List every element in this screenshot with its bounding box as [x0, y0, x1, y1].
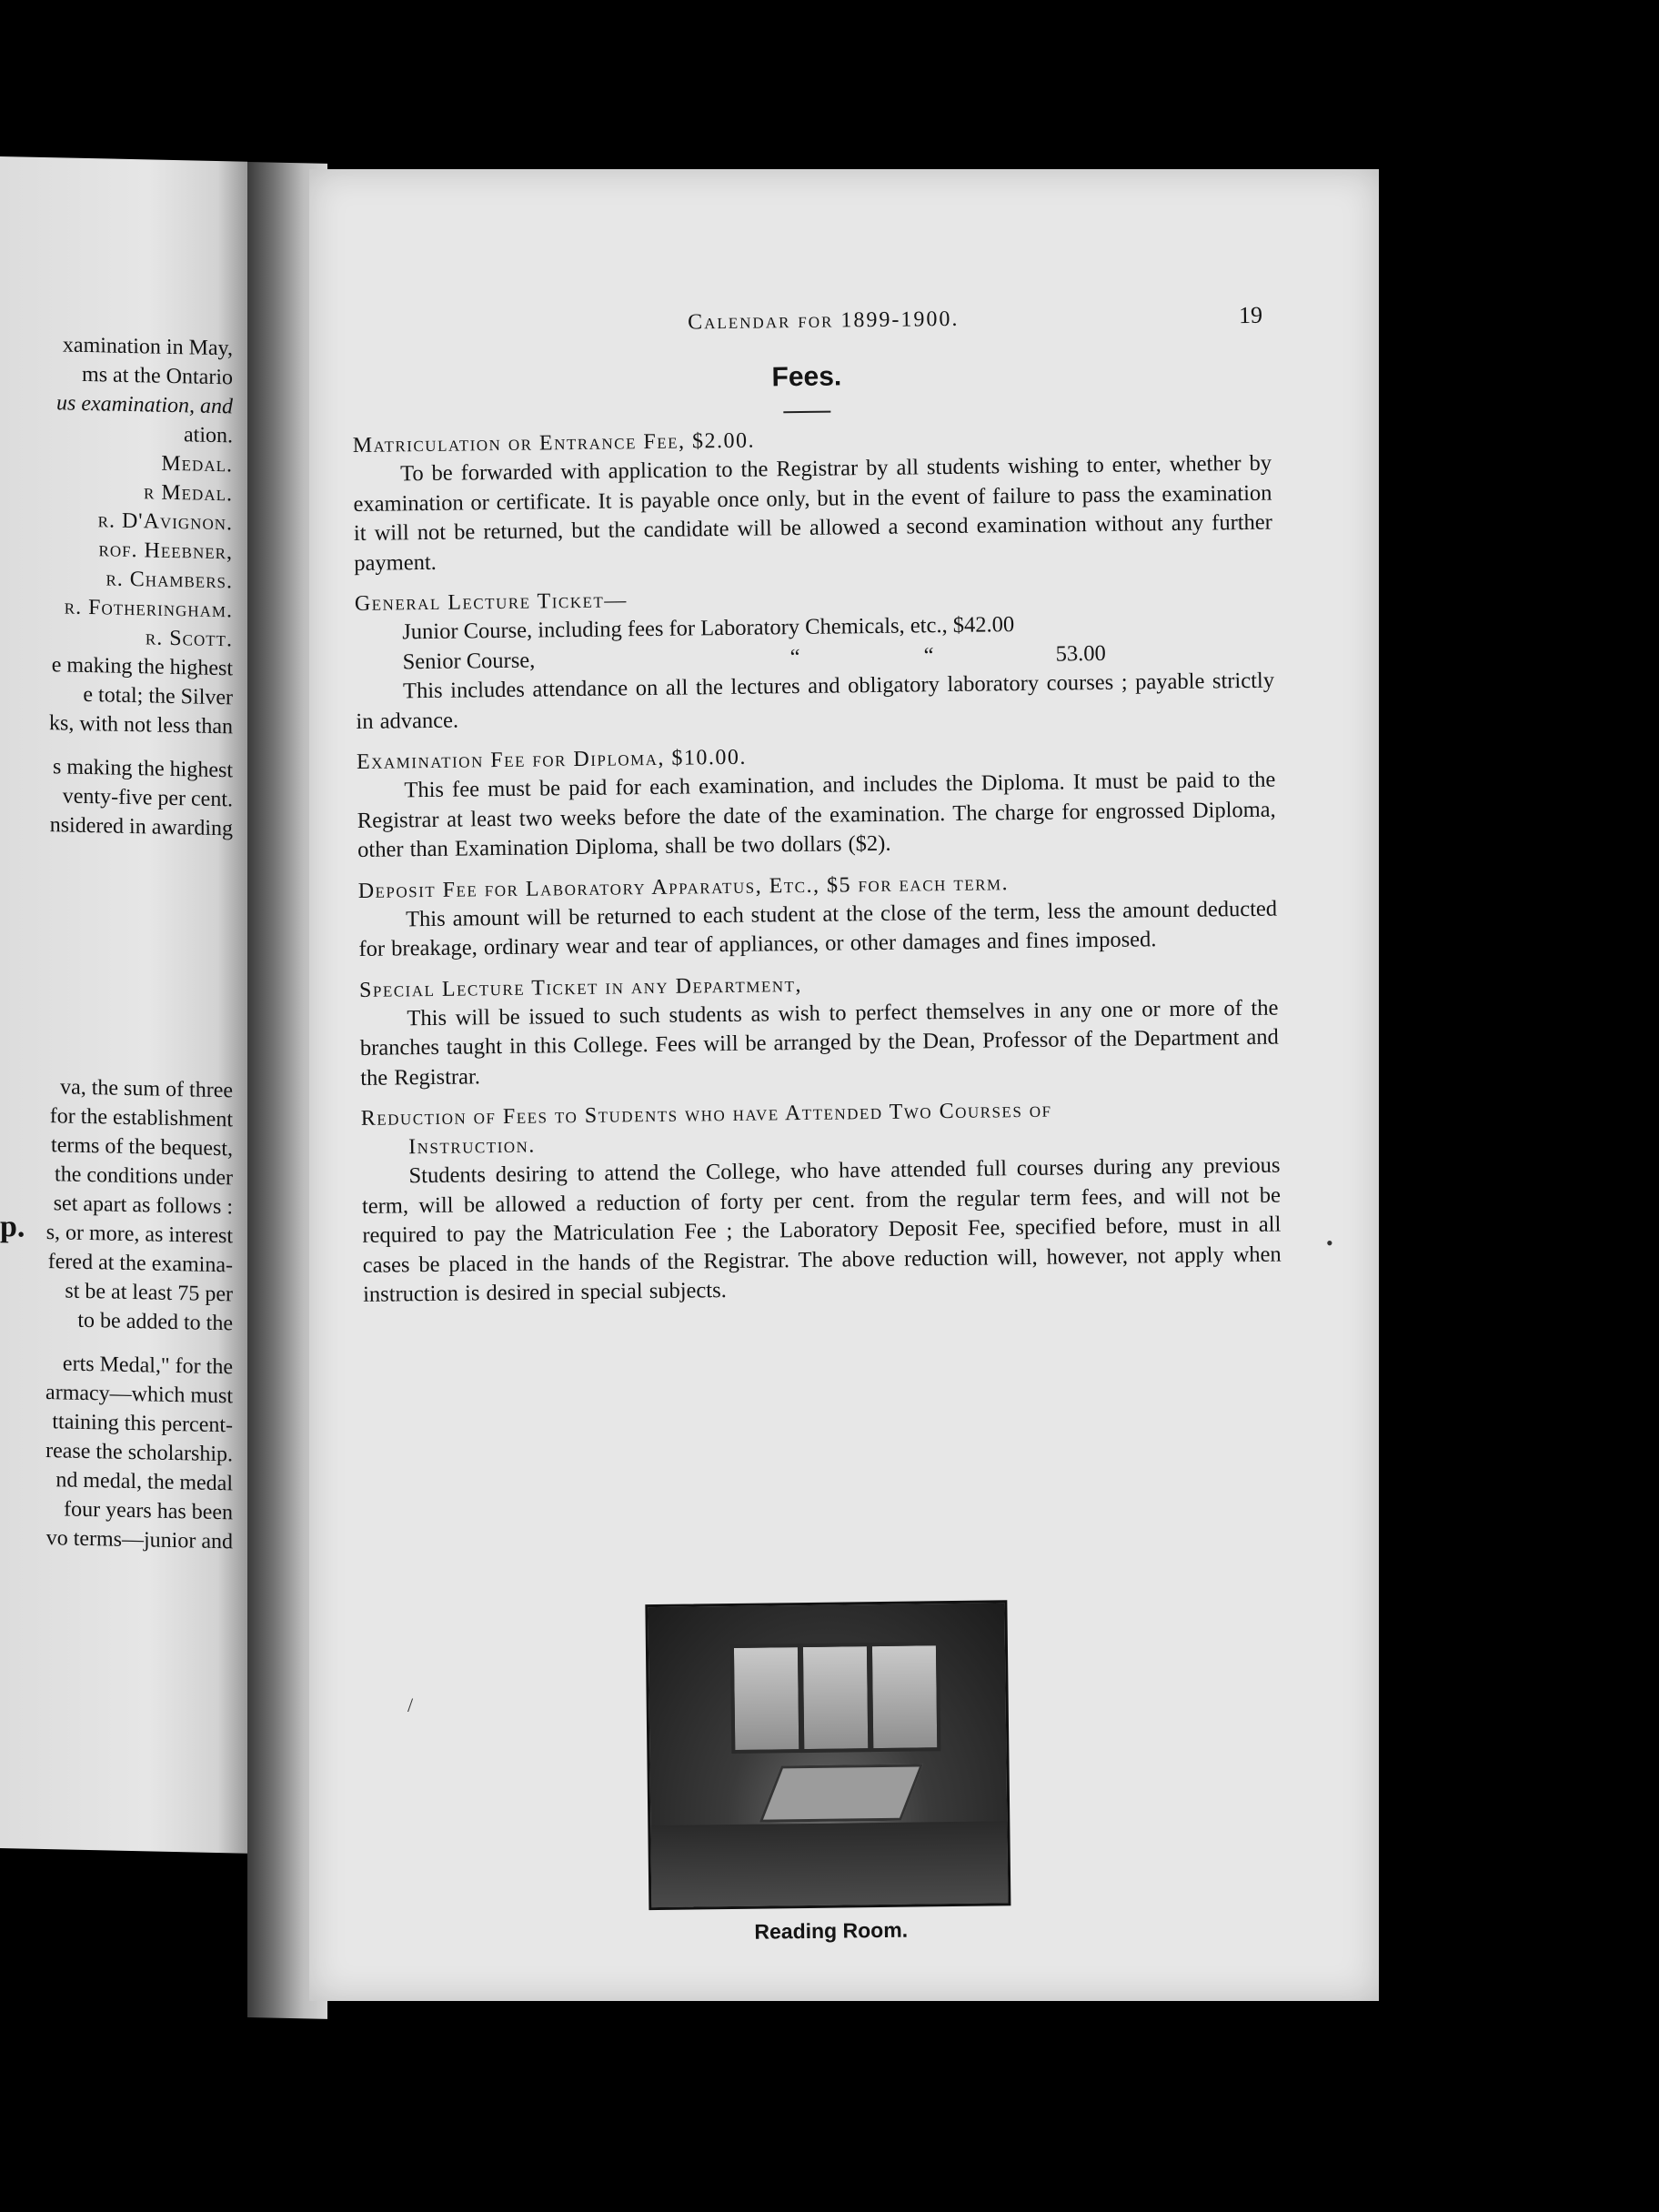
left-page-line: xamination in May, [62, 333, 233, 361]
left-page-line: s, or more, as interest [45, 1221, 233, 1249]
ditto-mark: “ [789, 644, 800, 669]
ditto-mark: “ [923, 642, 934, 668]
special-ticket-heading: Special Lecture Ticket in any Department, [358, 972, 803, 1002]
left-page-line: nsidered in awarding [49, 813, 233, 841]
general-ticket-section [355, 578, 1275, 737]
title-rule [783, 411, 830, 414]
reduction-heading-continued: Instruction. [408, 1133, 537, 1160]
photo-window [799, 1643, 871, 1753]
left-page-line: r. D'Avignon. [97, 508, 233, 536]
section-title: Fees. [771, 361, 842, 393]
reduction-text: Students desiring to attend the College, who have attended full courses during any previous term, will be allowed a reduction of forty per cent. from the regular term fees, and will not be required to pay the Matriculation Fee ; the Laboratory Deposit Fee, specified before, must in all cases be placed in the hands of the Registrar. The above reduction will, however, not apply when instruction is desired in special subjects. [361, 1152, 1282, 1307]
left-page-line: erts Medal," for the [62, 1352, 233, 1380]
left-page-line: r. Chambers. [106, 567, 233, 594]
general-ticket-note: This includes attendance on all the lectures and obligatory laboratory courses ; payable strictly in advance. [356, 668, 1275, 734]
left-page-line: va, the sum of three [60, 1075, 233, 1103]
left-page-line: for the establishment [49, 1104, 233, 1132]
left-page-line: vo terms—junior and [45, 1526, 233, 1554]
general-ticket-heading: General Lecture Ticket— [354, 588, 628, 616]
examination-fee-heading: Examination Fee for Diploma, $10.00. [356, 745, 748, 774]
left-page-line: terms of the bequest, [51, 1133, 233, 1161]
left-page-line: rease the scholarship. [45, 1439, 233, 1467]
reduction-heading: Reduction of Fees to Students who have Attended Two Courses of [360, 1098, 1052, 1131]
photo-window [869, 1642, 940, 1752]
left-page-line: r. Scott. [145, 626, 233, 652]
left-page-line: four years has been [64, 1497, 233, 1525]
left-page-line: e total; the Silver [83, 682, 233, 710]
reading-room-photo [645, 1600, 1010, 1910]
left-page-line: venty-five per cent. [62, 784, 233, 812]
matriculation-heading: Matriculation or Entrance Fee, $2.00. [352, 428, 756, 457]
right-page [309, 169, 1379, 2001]
photo-floor [650, 1821, 1008, 1907]
deposit-fee-heading: Deposit Fee for Laboratory Apparatus, Etc., $5 for each term. [357, 870, 1010, 903]
ink-speck: • [1326, 1232, 1333, 1254]
examination-fee-text: This fee must be paid for each examination, and includes the Diploma. It must be paid to the Registrar at least two weeks before the date of the examination. The charge for engrossed Diploma, other than Examination Diploma, shall be two dollars ($2). [357, 767, 1276, 862]
fee-sections [353, 420, 1282, 1322]
senior-course-amount: 53.00 [1055, 640, 1106, 667]
deposit-fee-text: This amount will be returned to each student at the close of the term, less the amount deducted for breakage, ordinary wear and tear of appliances, or other damages and fines imposed. [358, 896, 1278, 961]
figure-caption: Reading Room. [754, 1917, 909, 1944]
left-page-line: s making the highest [53, 755, 233, 783]
special-ticket-text: This will be issued to such students as wish to perfect themselves in any one or more of the branches taught in this College. Fees will be arranged by the Dean, Professor of the Department and the Registrar. [359, 995, 1279, 1091]
photo-table [759, 1764, 923, 1822]
matriculation-text: To be forwarded with application to the Registrar by all students wishing to enter, whether by examination or certificate. It is payable once only, but in the event of failure to pass the examination it will not be returned, but the candidate will be allowed a second examination without any further payment. [353, 450, 1273, 576]
junior-course-label: Junior Course, including fees for Laboratory Chemicals, etc., $42.00 [402, 612, 1015, 645]
left-page-line: r. Fotheringham. [64, 595, 233, 623]
photo-window [730, 1644, 802, 1754]
reduction-section [361, 1093, 1282, 1311]
ink-speck: / [407, 1694, 414, 1716]
left-page-line: set apart as follows : [53, 1191, 233, 1220]
left-page-line: r Medal. [143, 480, 233, 507]
left-page-line: ks, with not less than [49, 711, 233, 739]
special-ticket-section [359, 964, 1280, 1093]
left-page-line: ttaining this percent- [52, 1410, 233, 1438]
left-page-line: us examination, and [56, 391, 233, 419]
left-page-line: rof. Heebner, [98, 538, 233, 565]
left-page-heading: p. [0, 1210, 25, 1244]
senior-course-label: Senior Course, [402, 648, 536, 674]
left-page-line: to be added to the [77, 1308, 233, 1336]
left-page [0, 156, 247, 1854]
left-page-line: nd medal, the medal [55, 1468, 233, 1496]
left-page-line: fered at the examina- [47, 1250, 233, 1278]
examination-fee-section [357, 737, 1277, 866]
left-page-line: e making the highest [51, 653, 233, 681]
left-page-line: Medal. [161, 451, 233, 478]
left-page-line: armacy—which must [45, 1381, 233, 1409]
deposit-fee-section [358, 865, 1278, 964]
page-number: 19 [1238, 301, 1263, 329]
matriculation-section [353, 420, 1273, 578]
left-page-line: ms at the Ontario [82, 362, 233, 390]
left-page-line: the conditions under [55, 1162, 233, 1191]
left-page-line: ation. [184, 423, 233, 448]
page-content [351, 301, 1292, 1944]
left-page-line: st be at least 75 per [65, 1279, 233, 1307]
running-head: Calendar for 1899-1900. [687, 307, 960, 335]
